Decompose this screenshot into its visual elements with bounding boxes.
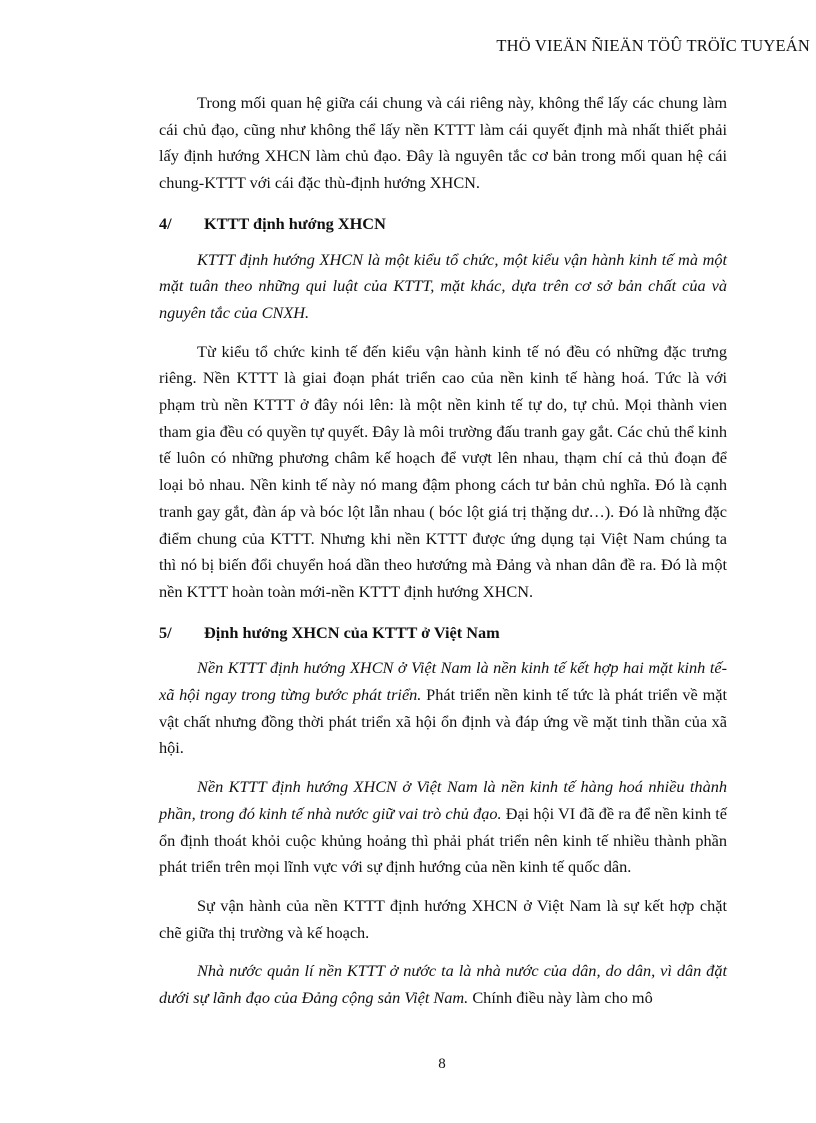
section-heading-5 xyxy=(159,620,727,647)
paragraph-7 xyxy=(159,958,727,1011)
paragraph-2 xyxy=(159,247,727,327)
section-number: 5/ xyxy=(159,622,172,642)
italic-lead: Nền KTTT định hướng XHCN ở Việt Nam là nền kinh tế hàng hoá nhiều thành phần, trong đó kinh tế nhà nước giữ vai trò chủ đạo. xyxy=(159,777,727,823)
section-heading-4 xyxy=(159,211,727,238)
paragraph-3: Từ kiểu tổ chức kinh tế đến kiểu vận hành kinh tế nó đều có những đặc trưng riêng. Nền KTTT là giai đoạn phát triển cao của nền kinh tế hàng hoá. Tức là với phạm trù nền KTTT ở đây nói lên: là một nền kinh tế tự do, tự chủ. Mọi thành vien tham gia đều có quyền tự quyết. Đây là môi trường đấu tranh gay gắt. Các chủ thể kinh tế luôn có những phương châm kế hoạch để vượt lên nhau, thạm chí cả thủ đoạn để loại bỏ nhau. Nền kinh tế này nó mang đậm phong cách tư bản chủ nghĩa. Đó là cạnh tranh gay gắt, đàn áp và bóc lột lẫn nhau ( bóc lột giá trị thặng dư…). Đó là những đặc điểm chung của KTTT. Nhưng khi nền KTTT được ứng dụng tại Việt Nam chúng ta thì nó bị biến đổi chuyển hoá dần theo hươứng mà Đảng và nhan dân đề ra. Đó là một nền KTTT hoàn toàn mới-nền KTTT định hướng XHCN. xyxy=(159,341,727,601)
page-number: 8 xyxy=(438,1056,446,1072)
paragraph-5 xyxy=(159,774,727,881)
running-header: THÖ VIEÄN ÑIEÄN TÖÛ TRÖÏC TUYEÁN xyxy=(496,36,810,55)
italic-lead: Nền KTTT định hướng XHCN ở Việt Nam là nền kinh tế kết hợp hai mặt kinh tế-xã hội ngay trong từng bước phát triển. xyxy=(159,658,727,705)
paragraph-6: Sự vận hành của nền KTTT định hướng XHCN ở Việt Nam là sự kết hợp chặt chẽ giữa thị trường và kế hoạch. xyxy=(159,895,727,942)
paragraph-text: Chính điều này làm cho mô xyxy=(468,988,653,1008)
paragraph-4 xyxy=(159,655,727,762)
italic-definition: KTTT định hướng XHCN là một kiểu tổ chức, một kiểu vận hành kinh tế mà một mặt tuân theo những qui luật của KTTT, mặt khác, dựa trên cơ sở bản chất của và nguyên tắc của CNXH. xyxy=(159,249,727,322)
document-body xyxy=(159,90,727,1012)
paragraph-text: Phát triển nền kinh tế tức là phát triển về mặt vật chất nhưng đồng thời phát triển xã hội ổn định và đáp ứng về mặt tinh thần của xã hội. xyxy=(159,685,727,758)
paragraph-text: Đại hội VI đã đề ra để nền kinh tế ổn định thoát khỏi cuộc khủng hoảng thì phải phát triển nên kinh tế nhiều thành phần phát triển trên mọi lĩnh vực với sự định hướng của nền kinh tế quốc dân. xyxy=(159,803,727,877)
paragraph-1: Trong mối quan hệ giữa cái chung và cái riêng này, không thể lấy các chung làm cái chủ đạo, cũng như không thể lấy nền KTTT làm cái quyết định mà nhất thiết phải lấy định hướng XHCN làm chủ đạo. Đây là nguyên tắc cơ bản trong mối quan hệ cái chung-KTTT với cái đặc thù-định hướng XHCN. xyxy=(159,93,727,193)
section-number: 4/ xyxy=(159,213,172,233)
italic-lead: Nhà nước quản lí nền KTTT ở nước ta là nhà nước của dân, do dân, vì dân đặt dưới sự lãnh đạo của Đảng cộng sản Việt Nam. xyxy=(159,961,727,1008)
section-title: KTTT định hướng XHCN xyxy=(204,213,386,233)
section-title: Định hướng XHCN của KTTT ở Việt Nam xyxy=(204,622,500,642)
